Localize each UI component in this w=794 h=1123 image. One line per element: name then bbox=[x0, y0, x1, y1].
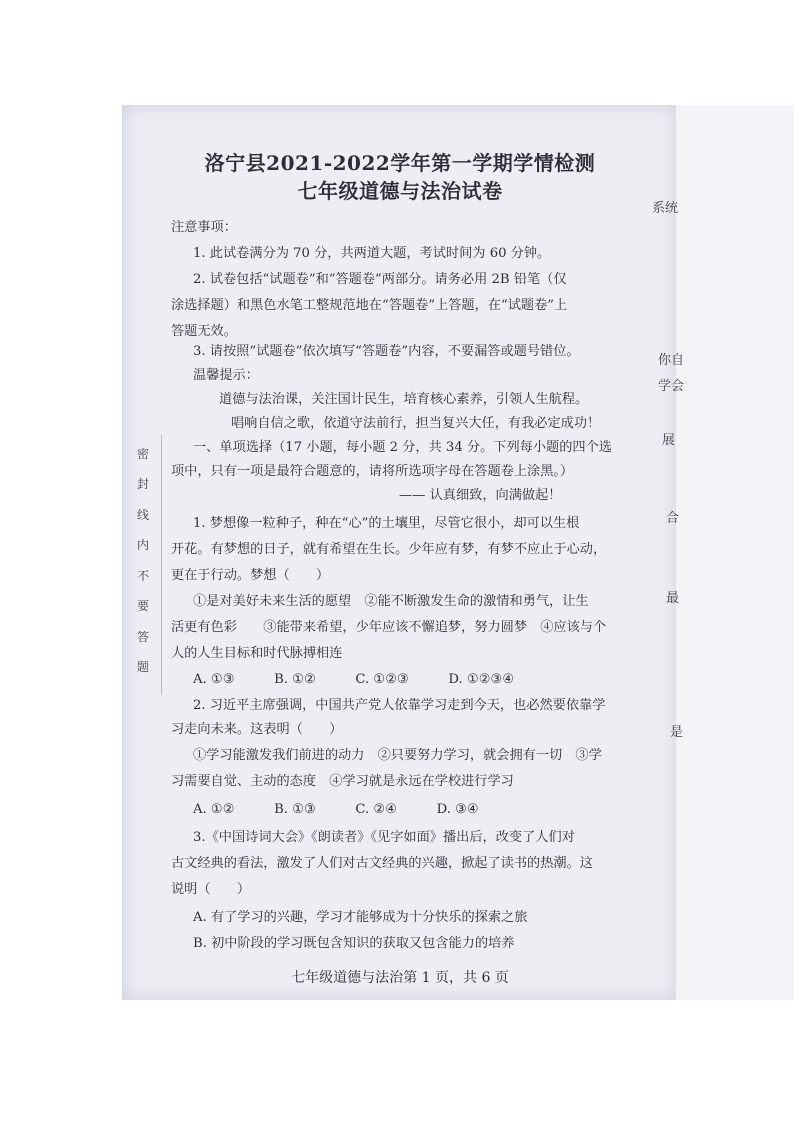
tip-line: 道德与法治课，关注国计民生，培育核心素养，引领人生航程。 bbox=[219, 392, 589, 407]
tips-heading: 温馨提示： bbox=[193, 368, 259, 383]
question-1-option: 活更有色彩 ③能带来希望，少年应该不懈追梦，努力圆梦 ④应该与个 bbox=[171, 620, 607, 635]
question-1-line: 开花。有梦想的日子，就有希望在生长。少年应有梦，有梦不应止于心动， bbox=[171, 542, 607, 557]
binding-char: 要 bbox=[136, 599, 149, 614]
binding-char: 题 bbox=[136, 659, 149, 674]
question-3-line: 说明（ ） bbox=[171, 882, 251, 897]
exam-paper-page bbox=[122, 105, 680, 1000]
adjacent-page-text: 是 bbox=[670, 725, 684, 740]
question-1-line: 更在于行动。梦想（ ） bbox=[171, 568, 330, 583]
question-1-line: 1. 梦想像一粒种子，种在“心”的土壤里，尽管它很小，却可以生根 bbox=[193, 516, 580, 531]
question-1-choices: A. ①③ B. ①② C. ①②③ D. ①②③④ bbox=[193, 672, 515, 687]
adjacent-page-text: 学会 bbox=[658, 379, 685, 394]
tip-line: 唱响自信之歌，依道守法前行，担当复兴大任，有我必定成功！ bbox=[231, 416, 601, 431]
binding-line bbox=[161, 435, 162, 695]
note-line: 答题无效。 bbox=[171, 324, 237, 339]
question-3-line: 3.《中国诗词大会》《朗读者》《见字如面》播出后，改变了人们对 bbox=[193, 830, 575, 845]
question-3-option-b: B. 初中阶段的学习既包含知识的获取又包含能力的培养 bbox=[193, 936, 515, 951]
adjacent-page-text: 合 bbox=[666, 511, 680, 526]
note-line: 1. 此试卷满分为 70 分，共两道大题，考试时间为 60 分钟。 bbox=[193, 246, 551, 261]
adjacent-page-strip bbox=[652, 105, 794, 1000]
question-2-choices: A. ①② B. ①③ C. ②④ D. ③④ bbox=[193, 802, 479, 817]
page-footer: 七年级道德与法治第 1 页，共 6 页 bbox=[291, 970, 509, 986]
binding-char: 密 bbox=[136, 447, 149, 461]
adjacent-page-text: 最 bbox=[666, 591, 680, 606]
binding-strip bbox=[133, 445, 153, 675]
encouragement: —— 认真细致，向满做起！ bbox=[399, 488, 562, 503]
question-1-option: 人的人生目标和时代脉搏相连 bbox=[171, 646, 343, 661]
question-2-option: 习需要自觉、主动的态度 ④学习就是永远在学校进行学习 bbox=[171, 774, 514, 789]
exam-title-line-2: 七年级道德与法治试卷 bbox=[297, 179, 503, 203]
section-heading: 一、单项选择（17 小题，每小题 2 分，共 34 分。下列每小题的四个选 bbox=[193, 440, 612, 455]
question-2-option: ①学习能激发我们前进的动力 ②只要努力学习，就会拥有一切 ③学 bbox=[193, 748, 602, 763]
adjacent-page-text: 系统 bbox=[652, 201, 679, 216]
binding-char: 不 bbox=[136, 568, 149, 583]
adjacent-page-text: 你自 bbox=[658, 353, 685, 368]
note-line: 涂选择题）和黑色水笔工整规范地在“答题卷”上答题，在“试题卷”上 bbox=[171, 298, 568, 313]
binding-char: 线 bbox=[136, 507, 149, 522]
adjacent-page-text: 展 bbox=[662, 433, 676, 448]
binding-char: 封 bbox=[136, 477, 149, 492]
notes-heading: 注意事项： bbox=[171, 220, 237, 235]
question-3-option-a: A. 有了学习的兴趣，学习才能够成为十分快乐的探索之旅 bbox=[193, 910, 528, 925]
note-line: 3. 请按照“试题卷”依次填写“答题卷”内容，不要漏答或题号错位。 bbox=[193, 344, 580, 359]
binding-char: 答 bbox=[136, 629, 149, 644]
question-2-line: 2. 习近平主席强调，中国共产党人依靠学习走到今天，也必然要依靠学 bbox=[193, 698, 606, 713]
exam-title-line-1: 洛宁县2021-2022学年第一学期学情检测 bbox=[204, 151, 596, 175]
binding-char: 内 bbox=[136, 538, 149, 553]
question-2-line: 习走向未来。这表明（ ） bbox=[171, 722, 343, 737]
section-heading-cont: 项中，只有一项是最符合题意的，请将所选项字母在答题卷上涂黑。） bbox=[171, 464, 574, 479]
note-line: 2. 试卷包括“试题卷”和“答题卷”两部分。请务必用 2B 铅笔（仅 bbox=[193, 272, 567, 287]
question-3-line: 古文经典的看法，激发了人们对古文经典的兴趣，掀起了读书的热潮。这 bbox=[171, 856, 593, 871]
question-1-option: ①是对美好未来生活的愿望 ②能不断激发生命的激情和勇气，让生 bbox=[193, 594, 589, 609]
